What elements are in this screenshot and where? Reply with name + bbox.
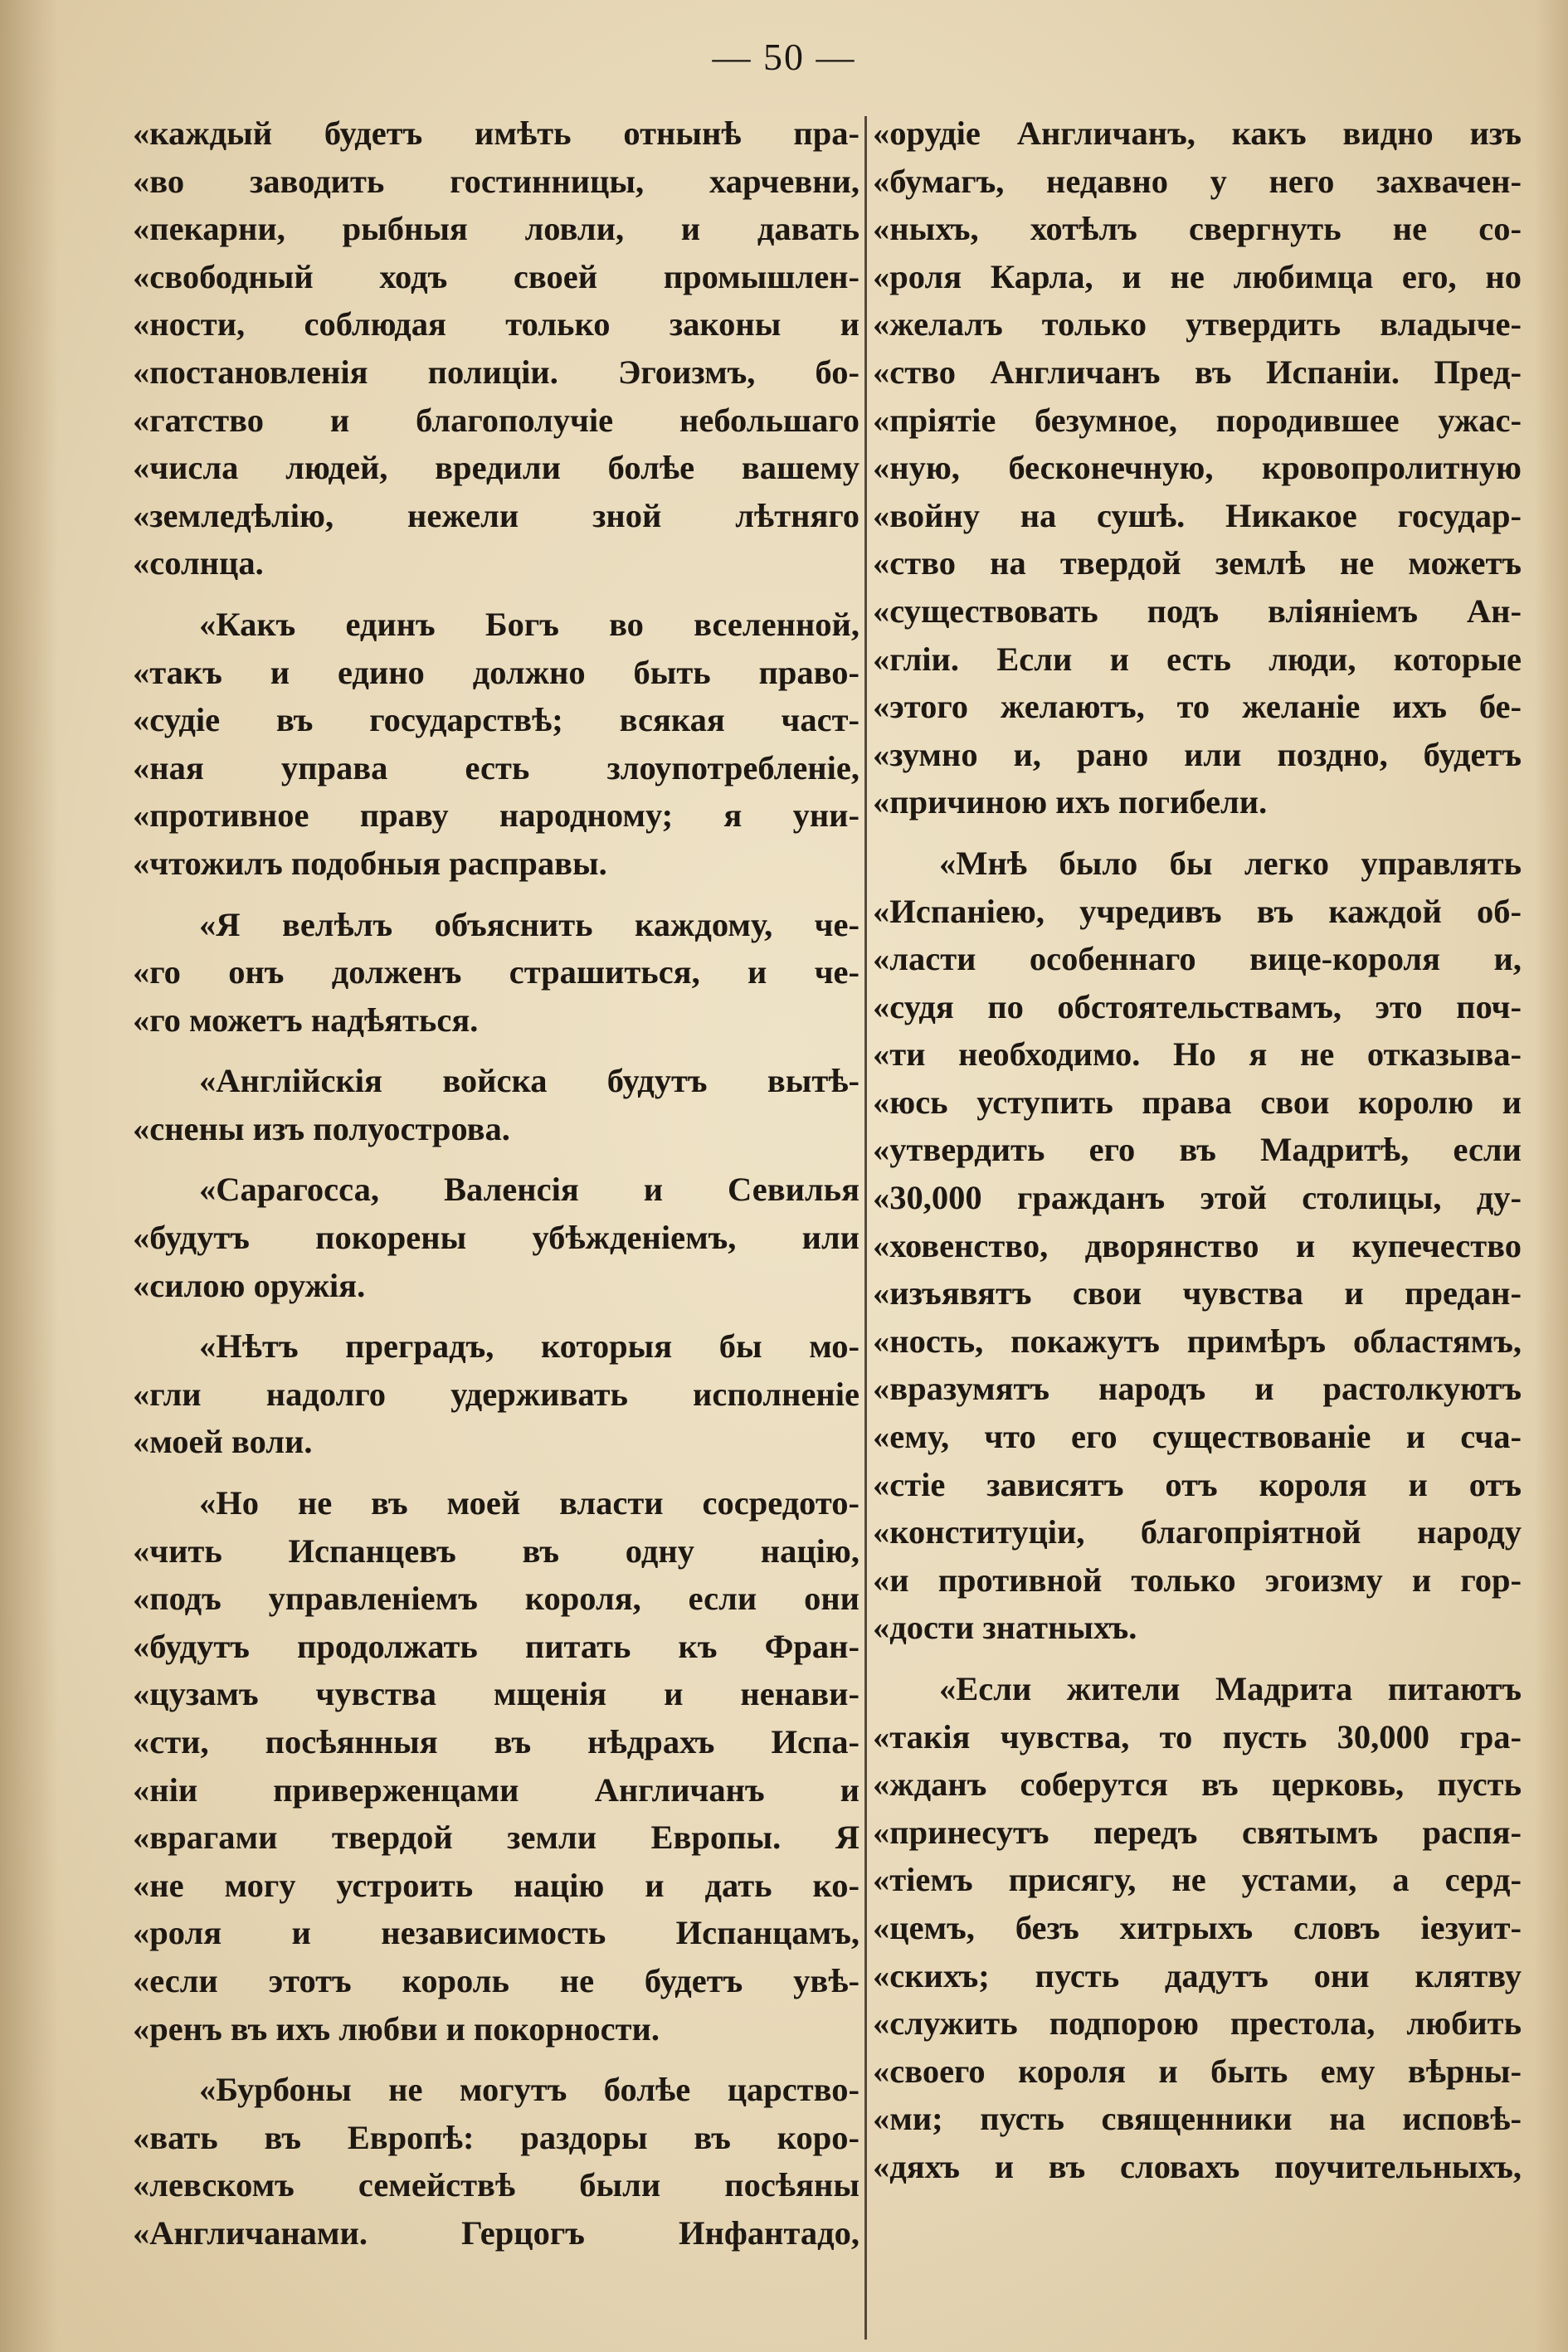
text-line: «30,000 гражданъ этой столицы, ду- <box>873 1179 1522 1217</box>
text-line: «постановленія полиціи. Эгоизмъ, бо- <box>133 353 859 391</box>
text-line: «гліи. Если и есть люди, которые <box>873 640 1522 678</box>
text-line: «ство Англичанъ въ Испаніи. Пред- <box>873 353 1522 391</box>
text-line: «изъявятъ свои чувства и предан- <box>873 1274 1522 1312</box>
text-line: «тіемъ присягу, не устами, а серд- <box>873 1861 1522 1899</box>
text-line: «каждый будетъ имѣть отнынѣ пра- <box>133 114 859 152</box>
text-line: «желалъ только утвердить владыче- <box>873 305 1522 343</box>
text-line: «войну на сушѣ. Никакое государ- <box>873 496 1522 534</box>
text-line: «не могу устроить націю и дать ко- <box>133 1866 859 1904</box>
paragraph-gap <box>133 1466 859 1479</box>
text-line: «судіе въ государствѣ; всякая част- <box>133 701 859 739</box>
paragraph-gap <box>873 1652 1522 1665</box>
paragraph-gap <box>133 2053 859 2066</box>
paragraph-gap <box>133 888 859 901</box>
text-line: «своего короля и быть ему вѣрны- <box>873 2052 1522 2090</box>
page-edge-shadow-left <box>0 0 58 2352</box>
text-line: «этого желаютъ, то желаніе ихъ бе- <box>873 688 1522 726</box>
paragraph-gap <box>133 1152 859 1166</box>
text-line: «свободный ходъ своей промышлен- <box>133 257 859 295</box>
text-line: «силою оружія. <box>133 1266 366 1304</box>
text-line: «вразумятъ народъ и растолкуютъ <box>873 1370 1522 1408</box>
text-line: «моей воли. <box>133 1423 313 1461</box>
left-text-column <box>133 110 859 2257</box>
text-line: «Нѣтъ преградъ, которыя бы мо- <box>199 1327 859 1366</box>
text-line: «Какъ единъ Богъ во вселенной, <box>199 605 859 643</box>
text-line: «причиною ихъ погибели. <box>873 783 1268 821</box>
text-line: «подъ управленіемъ короля, если они <box>133 1580 859 1618</box>
text-line: «цемъ, безъ хитрыхъ словъ іезуит- <box>873 1908 1522 1946</box>
text-line: «будутъ продолжать питать къ Фран- <box>133 1627 859 1665</box>
text-line: «ти необходимо. Но я не отказыва- <box>873 1035 1522 1074</box>
text-line: «врагами твердой земли Европы. Я <box>133 1819 859 1857</box>
text-line: «гатство и благополучіе небольшаго <box>133 401 859 439</box>
paragraph-gap <box>133 587 859 601</box>
text-line: «Англичанами. Герцогъ Инфантадо, <box>133 2213 859 2252</box>
text-line: «роля Карла, и не любимца его, но <box>873 257 1522 295</box>
text-line: «Сарагосса, Валенсія и Севилья <box>199 1171 859 1209</box>
text-line: «ность, покажутъ примѣръ областямъ, <box>873 1322 1522 1360</box>
text-line: «Испаніею, учредивъ въ каждой об- <box>873 892 1522 930</box>
text-line: «служить подпорою престола, любить <box>873 2004 1522 2043</box>
text-line: «во заводить гостинницы, харчевни, <box>133 162 859 200</box>
text-line: «чтожилъ подобныя расправы. <box>133 844 607 882</box>
text-line: «ему, что его существованіе и сча- <box>873 1418 1522 1456</box>
text-line: «будутъ покорены убѣжденіемъ, или <box>133 1219 859 1257</box>
text-line: «орудіе Англичанъ, какъ видно изъ <box>873 114 1522 152</box>
text-line: «и противной только эгоизму и гор- <box>873 1561 1522 1599</box>
text-line: «Если жители Мадрита питаютъ <box>939 1670 1522 1707</box>
text-line: «сти, посѣянныя въ нѣдрахъ Испа- <box>133 1723 859 1760</box>
text-line: «чить Испанцевъ въ одну націю, <box>133 1531 859 1570</box>
text-line: «зумно и, рано или поздно, будетъ <box>873 735 1522 773</box>
text-line: «дости знатныхъ. <box>873 1609 1137 1647</box>
text-line: «ховенство, дворянство и купечество <box>873 1226 1522 1264</box>
text-line: «противное праву народному; я уни- <box>133 796 859 835</box>
text-line: «ности, соблюдая только законы и <box>133 305 859 343</box>
text-line: «если этотъ король не будетъ увѣ- <box>133 1961 859 1999</box>
text-line: «Англійскія войска будутъ вытѣ- <box>199 1062 859 1100</box>
text-line: «ныхъ, хотѣлъ свергнуть не со- <box>873 210 1522 248</box>
text-line: «стіе зависятъ отъ короля и отъ <box>873 1465 1522 1503</box>
text-line: «вать въ Европѣ: раздоры въ коро- <box>133 2118 859 2156</box>
column-divider <box>864 116 867 2340</box>
text-line: «такія чувства, то пусть 30,000 гра- <box>873 1717 1522 1755</box>
text-line: «цузамъ чувства мщенія и ненави- <box>133 1675 859 1713</box>
text-line: «ство на твердой землѣ не можетъ <box>873 544 1522 582</box>
paragraph-gap <box>873 826 1522 840</box>
paragraph-gap <box>133 1309 859 1322</box>
text-line: «го онъ долженъ страшиться, и че- <box>133 953 859 991</box>
paragraph-gap <box>133 1044 859 1057</box>
text-line: «утвердить его въ Мадритѣ, если <box>873 1131 1522 1169</box>
text-line: «ренъ въ ихъ любви и покорности. <box>133 2009 660 2048</box>
text-line: «ная управа есть злоупотребленіе, <box>133 748 859 786</box>
text-line: «ную, бесконечную, кровопролитную <box>873 449 1522 487</box>
text-line: «ласти особеннаго вице-короля и, <box>873 940 1522 978</box>
page-number: — 50 — <box>712 36 856 78</box>
text-line: «снены изъ полуострова. <box>133 1109 510 1147</box>
text-line: «принесутъ передъ святымъ распя- <box>873 1813 1522 1851</box>
text-line: «Мнѣ было бы легко управлять <box>939 844 1522 882</box>
text-line: «го можетъ надѣяться. <box>133 1001 479 1039</box>
text-line: «пекарни, рыбныя ловли, и давать <box>133 210 859 248</box>
text-line: «солнца. <box>133 544 264 582</box>
text-line: «существовать подъ вліяніемъ Ан- <box>873 592 1522 630</box>
text-line: «Но не въ моей власти сосредото- <box>199 1484 859 1522</box>
text-line: «ніи приверженцами Англичанъ и <box>133 1770 859 1809</box>
text-line: «судя по обстоятельствамъ, это поч- <box>873 987 1522 1025</box>
text-line: «ми; пусть священники на исповѣ- <box>873 2100 1522 2138</box>
text-line: «юсь уступить права свои королю и <box>873 1083 1522 1121</box>
text-line: «бумагъ, недавно у него захвачен- <box>873 162 1522 200</box>
text-line: «конституціи, благопріятной народу <box>873 1513 1522 1551</box>
text-line: «скихъ; пусть дадутъ они клятву <box>873 1956 1522 1994</box>
text-line: «дяхъ и въ словахъ поучительныхъ, <box>873 2147 1522 2185</box>
text-line: «гли надолго удерживать исполненіе <box>133 1375 859 1413</box>
text-line: «такъ и едино должно быть право- <box>133 653 859 691</box>
text-line: «левскомъ семействѣ были посѣяны <box>133 2166 859 2204</box>
text-line: «пріятіе безумное, породившее ужас- <box>873 401 1522 439</box>
text-line: «жданъ соберутся въ церковь, пусть <box>873 1765 1522 1804</box>
right-text-column <box>873 110 1522 2191</box>
text-line: «Я велѣлъ объяснить каждому, че- <box>199 905 859 943</box>
text-line: «Бурбоны не могутъ болѣе царство- <box>199 2071 859 2109</box>
page-edge-shadow-right <box>1535 0 1568 2352</box>
text-line: «земледѣлію, нежели зной лѣтняго <box>133 496 859 534</box>
text-line: «роля и независимость Испанцамъ, <box>133 1914 859 1952</box>
text-line: «числа людей, вредили болѣе вашему <box>133 449 859 487</box>
